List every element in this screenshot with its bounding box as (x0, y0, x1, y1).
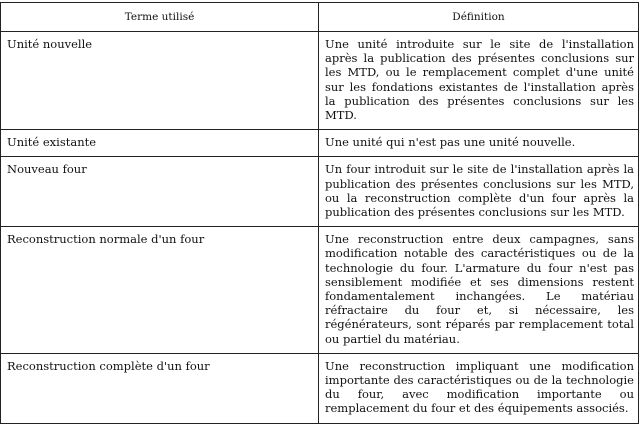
term-cell: Unité nouvelle (1, 32, 319, 130)
table-header-row (1, 3, 639, 32)
definition-cell: Une unité qui n'est pas une unité nouvelle. (319, 130, 639, 157)
header-term: Terme utilisé (1, 3, 319, 32)
definition-cell: Une reconstruction impliquant une modification importante des caractéristiques ou de la technologie du four, avec modification importante ou remplacement du four et des équipements associés. (319, 353, 639, 423)
definitions-table (0, 2, 639, 424)
table-row (1, 32, 639, 130)
term-cell: Reconstruction normale d'un four (1, 227, 319, 354)
definition-cell: Une unité introduite sur le site de l'installation après la publication des présentes conclusions sur les MTD, ou le remplacement complet d'une unité sur les fondations existantes de l'installation après la publication des présentes conclusions sur les MTD. (319, 32, 639, 130)
definition-cell: Une reconstruction entre deux campagnes, sans modification notable des caractéristiques ou de la technologie du four. L'armature du four n'est pas sensiblement modifiée et ses dimensions restent fondamentalement inchangées. Le matériau réfractaire du four et, si nécessaire, les régénérateurs, sont réparés par remplacement total ou partiel du matériau. (319, 227, 639, 354)
term-cell: Unité existante (1, 130, 319, 157)
table-row (1, 353, 639, 423)
term-cell: Reconstruction complète d'un four (1, 353, 319, 423)
table-row (1, 130, 639, 157)
header-definition: Définition (319, 3, 639, 32)
table-row (1, 157, 639, 227)
term-cell: Nouveau four (1, 157, 319, 227)
table-row (1, 227, 639, 354)
definition-cell: Un four introduit sur le site de l'installation après la publication des présentes conclusions sur les MTD, ou la reconstruction complète d'un four après la publication des présentes conclusions sur les MTD. (319, 157, 639, 227)
